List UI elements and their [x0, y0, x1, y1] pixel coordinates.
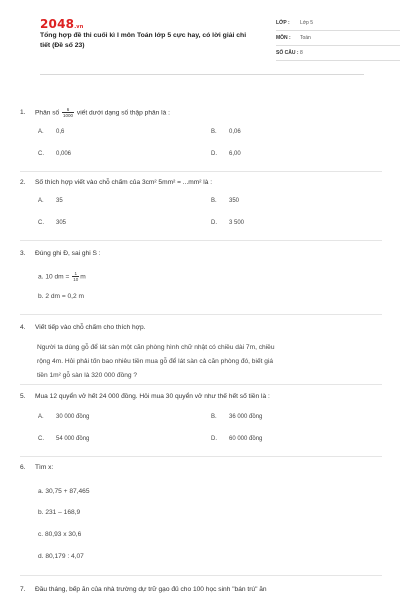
- option-label: A.: [38, 129, 44, 135]
- paragraph-line: Người ta dùng gỗ để lát sàn một căn phòng hình chữ nhật có chiều dài 7m, chiều: [37, 344, 275, 351]
- question-1: [20, 107, 382, 119]
- meta-row-count: [276, 46, 400, 61]
- question-number: 6.: [20, 464, 26, 471]
- question-number: 1.: [20, 109, 26, 116]
- option-c[interactable]: [38, 151, 71, 157]
- question-2: [20, 177, 382, 189]
- meta-panel: [276, 16, 400, 61]
- task-c: c. 80,93 x 30,6: [38, 531, 82, 538]
- fraction-numerator: 1: [72, 271, 79, 277]
- question-6: [20, 462, 382, 474]
- question-number: 4.: [20, 324, 26, 331]
- question-text: Viết tiếp vào chỗ chấm cho thích hợp.: [35, 324, 146, 331]
- option-text: 0,006: [56, 151, 72, 157]
- logo-suffix: .vn: [74, 24, 84, 30]
- meta-value: Lớp 5: [300, 20, 314, 26]
- option-label: D.: [211, 436, 217, 442]
- option-a[interactable]: [38, 198, 63, 204]
- statement-a: [38, 271, 86, 282]
- fraction-denominator: 10: [73, 277, 79, 282]
- option-text: 305: [56, 220, 67, 226]
- option-label: A.: [38, 414, 44, 420]
- option-label: C.: [38, 436, 44, 442]
- option-text: 3 500: [229, 220, 245, 226]
- question-4-paragraph: [37, 341, 377, 383]
- statement-a-text: a. 10 dm =: [38, 273, 70, 281]
- fraction: [62, 107, 74, 118]
- question-number: 5.: [20, 393, 26, 400]
- question-divider: [20, 575, 382, 576]
- question-text: Tìm x:: [35, 464, 54, 471]
- logo-main: 2048: [40, 17, 75, 31]
- option-text: 30 000 đồng: [56, 414, 90, 420]
- question-divider: [20, 171, 382, 172]
- option-b[interactable]: [211, 198, 239, 204]
- option-text: 0,6: [56, 129, 65, 135]
- q1-text-pre: Phân số: [35, 109, 60, 117]
- question-divider: [20, 240, 382, 241]
- option-label: C.: [38, 220, 44, 226]
- header: [20, 0, 382, 80]
- option-text: 6,00: [229, 151, 241, 157]
- option-label: A.: [38, 198, 44, 204]
- question-text: [35, 107, 170, 119]
- question-number: 7.: [20, 586, 26, 593]
- fraction-numerator: 6: [62, 107, 74, 113]
- option-text: 36 000 đồng: [229, 414, 263, 420]
- meta-key: MÔN :: [276, 35, 291, 41]
- question-divider: [20, 384, 382, 385]
- meta-row-class: [276, 16, 400, 31]
- site-logo[interactable]: [40, 17, 84, 31]
- question-divider: [20, 314, 382, 315]
- option-label: D.: [211, 151, 217, 157]
- option-a[interactable]: [38, 129, 64, 135]
- question-text: Đúng ghi Đ, sai ghi S :: [35, 250, 101, 257]
- question-4: [20, 322, 382, 334]
- paragraph-line: rộng 4m. Hỏi phải tốn bao nhiêu tiền mua gỗ để lát sàn cả căn phòng đó, biết giá: [37, 358, 274, 365]
- option-label: C.: [38, 151, 44, 157]
- option-text: 54 000 đồng: [56, 436, 90, 442]
- option-text: 60 000 đồng: [229, 436, 263, 442]
- meta-value: 8: [300, 50, 303, 56]
- question-7: [20, 584, 382, 596]
- question-text: Số thích hợp viết vào chỗ chấm của 3cm² 5mm² = ...mm² là :: [35, 179, 213, 186]
- question-divider: [20, 456, 382, 457]
- question-text: Mua 12 quyển vở hết 24 000 đồng. Hỏi mua 30 quyển vở như thế hết số tiền là :: [35, 393, 270, 400]
- fraction: [72, 271, 79, 282]
- meta-key: LỚP :: [276, 20, 290, 26]
- option-label: D.: [211, 220, 217, 226]
- statement-a-unit: m: [80, 273, 86, 281]
- option-d[interactable]: [211, 220, 244, 226]
- question-5: [20, 391, 382, 403]
- option-d[interactable]: [211, 151, 241, 157]
- meta-value: Toán: [300, 35, 311, 41]
- option-text: 0,06: [229, 129, 241, 135]
- option-text: 35: [56, 198, 63, 204]
- question-3: [20, 248, 382, 260]
- option-label: B.: [211, 414, 217, 420]
- option-label: B.: [211, 129, 217, 135]
- task-a: a. 30,75 + 87,465: [38, 488, 90, 495]
- task-d: d. 80,179 : 4,07: [38, 553, 84, 560]
- fraction-denominator: 1000: [63, 113, 74, 118]
- option-b[interactable]: [211, 414, 262, 420]
- task-b: b. 231 – 168,9: [38, 509, 81, 516]
- meta-row-subject: [276, 31, 400, 46]
- statement-b: b. 2 dm = 0,2 m: [38, 293, 84, 300]
- q1-text-post: viết dưới dạng số thập phân là :: [76, 109, 170, 117]
- header-divider: [40, 74, 364, 75]
- option-b[interactable]: [211, 129, 241, 135]
- option-d[interactable]: [211, 436, 262, 442]
- page-title: Tổng hợp đề thi cuối kì I môn Toán lớp 5 cực hay, có lời giải chi tiết (Đề số 23): [40, 32, 247, 49]
- option-a[interactable]: [38, 414, 89, 420]
- option-c[interactable]: [38, 436, 89, 442]
- meta-key: SỐ CÂU :: [276, 50, 299, 56]
- paragraph-line: tiền 1m² gỗ sàn là 320 000 đồng ?: [37, 372, 138, 379]
- option-text: 350: [229, 198, 240, 204]
- question-text: Đầu tháng, bếp ăn của nhà trường dự trữ gạo đủ cho 100 học sinh "bán trú" ăn: [35, 586, 267, 593]
- option-label: B.: [211, 198, 217, 204]
- question-number: 3.: [20, 250, 26, 257]
- option-c[interactable]: [38, 220, 66, 226]
- question-number: 2.: [20, 179, 26, 186]
